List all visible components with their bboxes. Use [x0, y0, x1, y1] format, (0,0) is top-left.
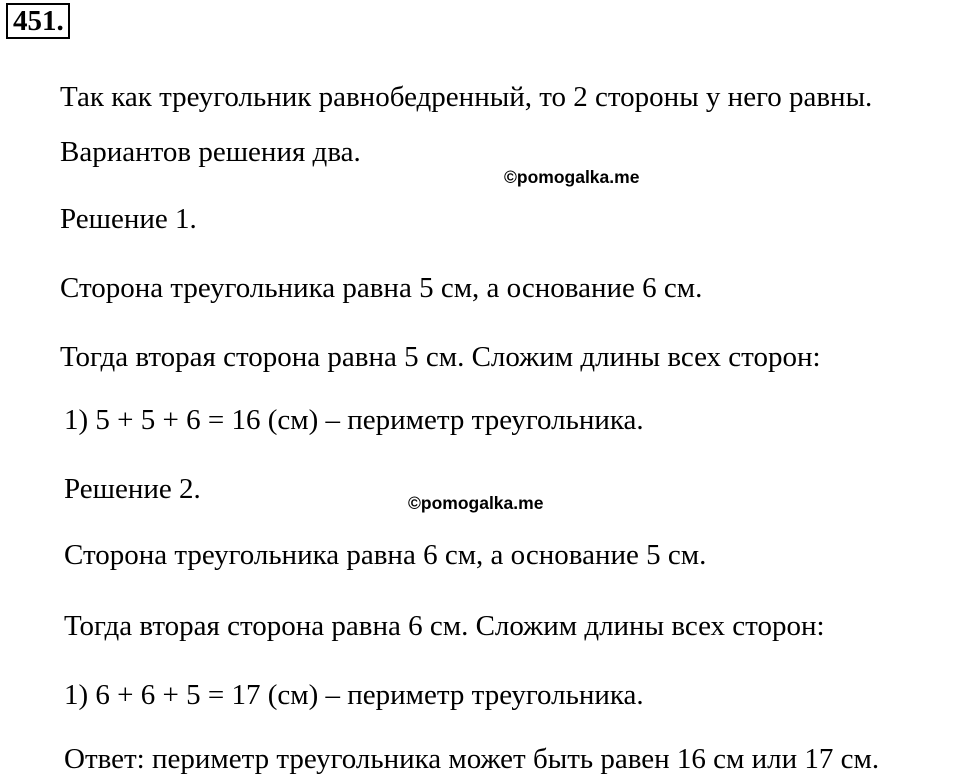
solution-2-calculation: 1) 6 + 6 + 5 = 17 (см) – периметр треугольника. [64, 679, 644, 711]
answer-line: Ответ: периметр треугольника может быть равен 16 см или 17 см. [64, 743, 880, 775]
watermark-2: ©pomogalka.me [408, 493, 544, 513]
intro-line-1: Так как треугольник равнобедренный, то 2 стороны у него равны. [60, 81, 873, 113]
solution-1-step: Тогда вторая сторона равна 5 см. Сложим длины всех сторон: [60, 341, 821, 373]
solution-2-heading: Решение 2. [64, 473, 201, 505]
intro-line-2: Вариантов решения два. [60, 136, 361, 168]
solution-2-condition: Сторона треугольника равна 6 см, а основание 5 см. [64, 539, 707, 571]
solution-1-heading: Решение 1. [60, 203, 197, 235]
solution-2-step: Тогда вторая сторона равна 6 см. Сложим длины всех сторон: [64, 610, 825, 642]
solution-1-condition: Сторона треугольника равна 5 см, а основание 6 см. [60, 272, 703, 304]
problem-number: 451. [6, 3, 70, 39]
watermark-1: ©pomogalka.me [504, 167, 640, 187]
solution-1-calculation: 1) 5 + 5 + 6 = 16 (см) – периметр треугольника. [64, 404, 644, 436]
